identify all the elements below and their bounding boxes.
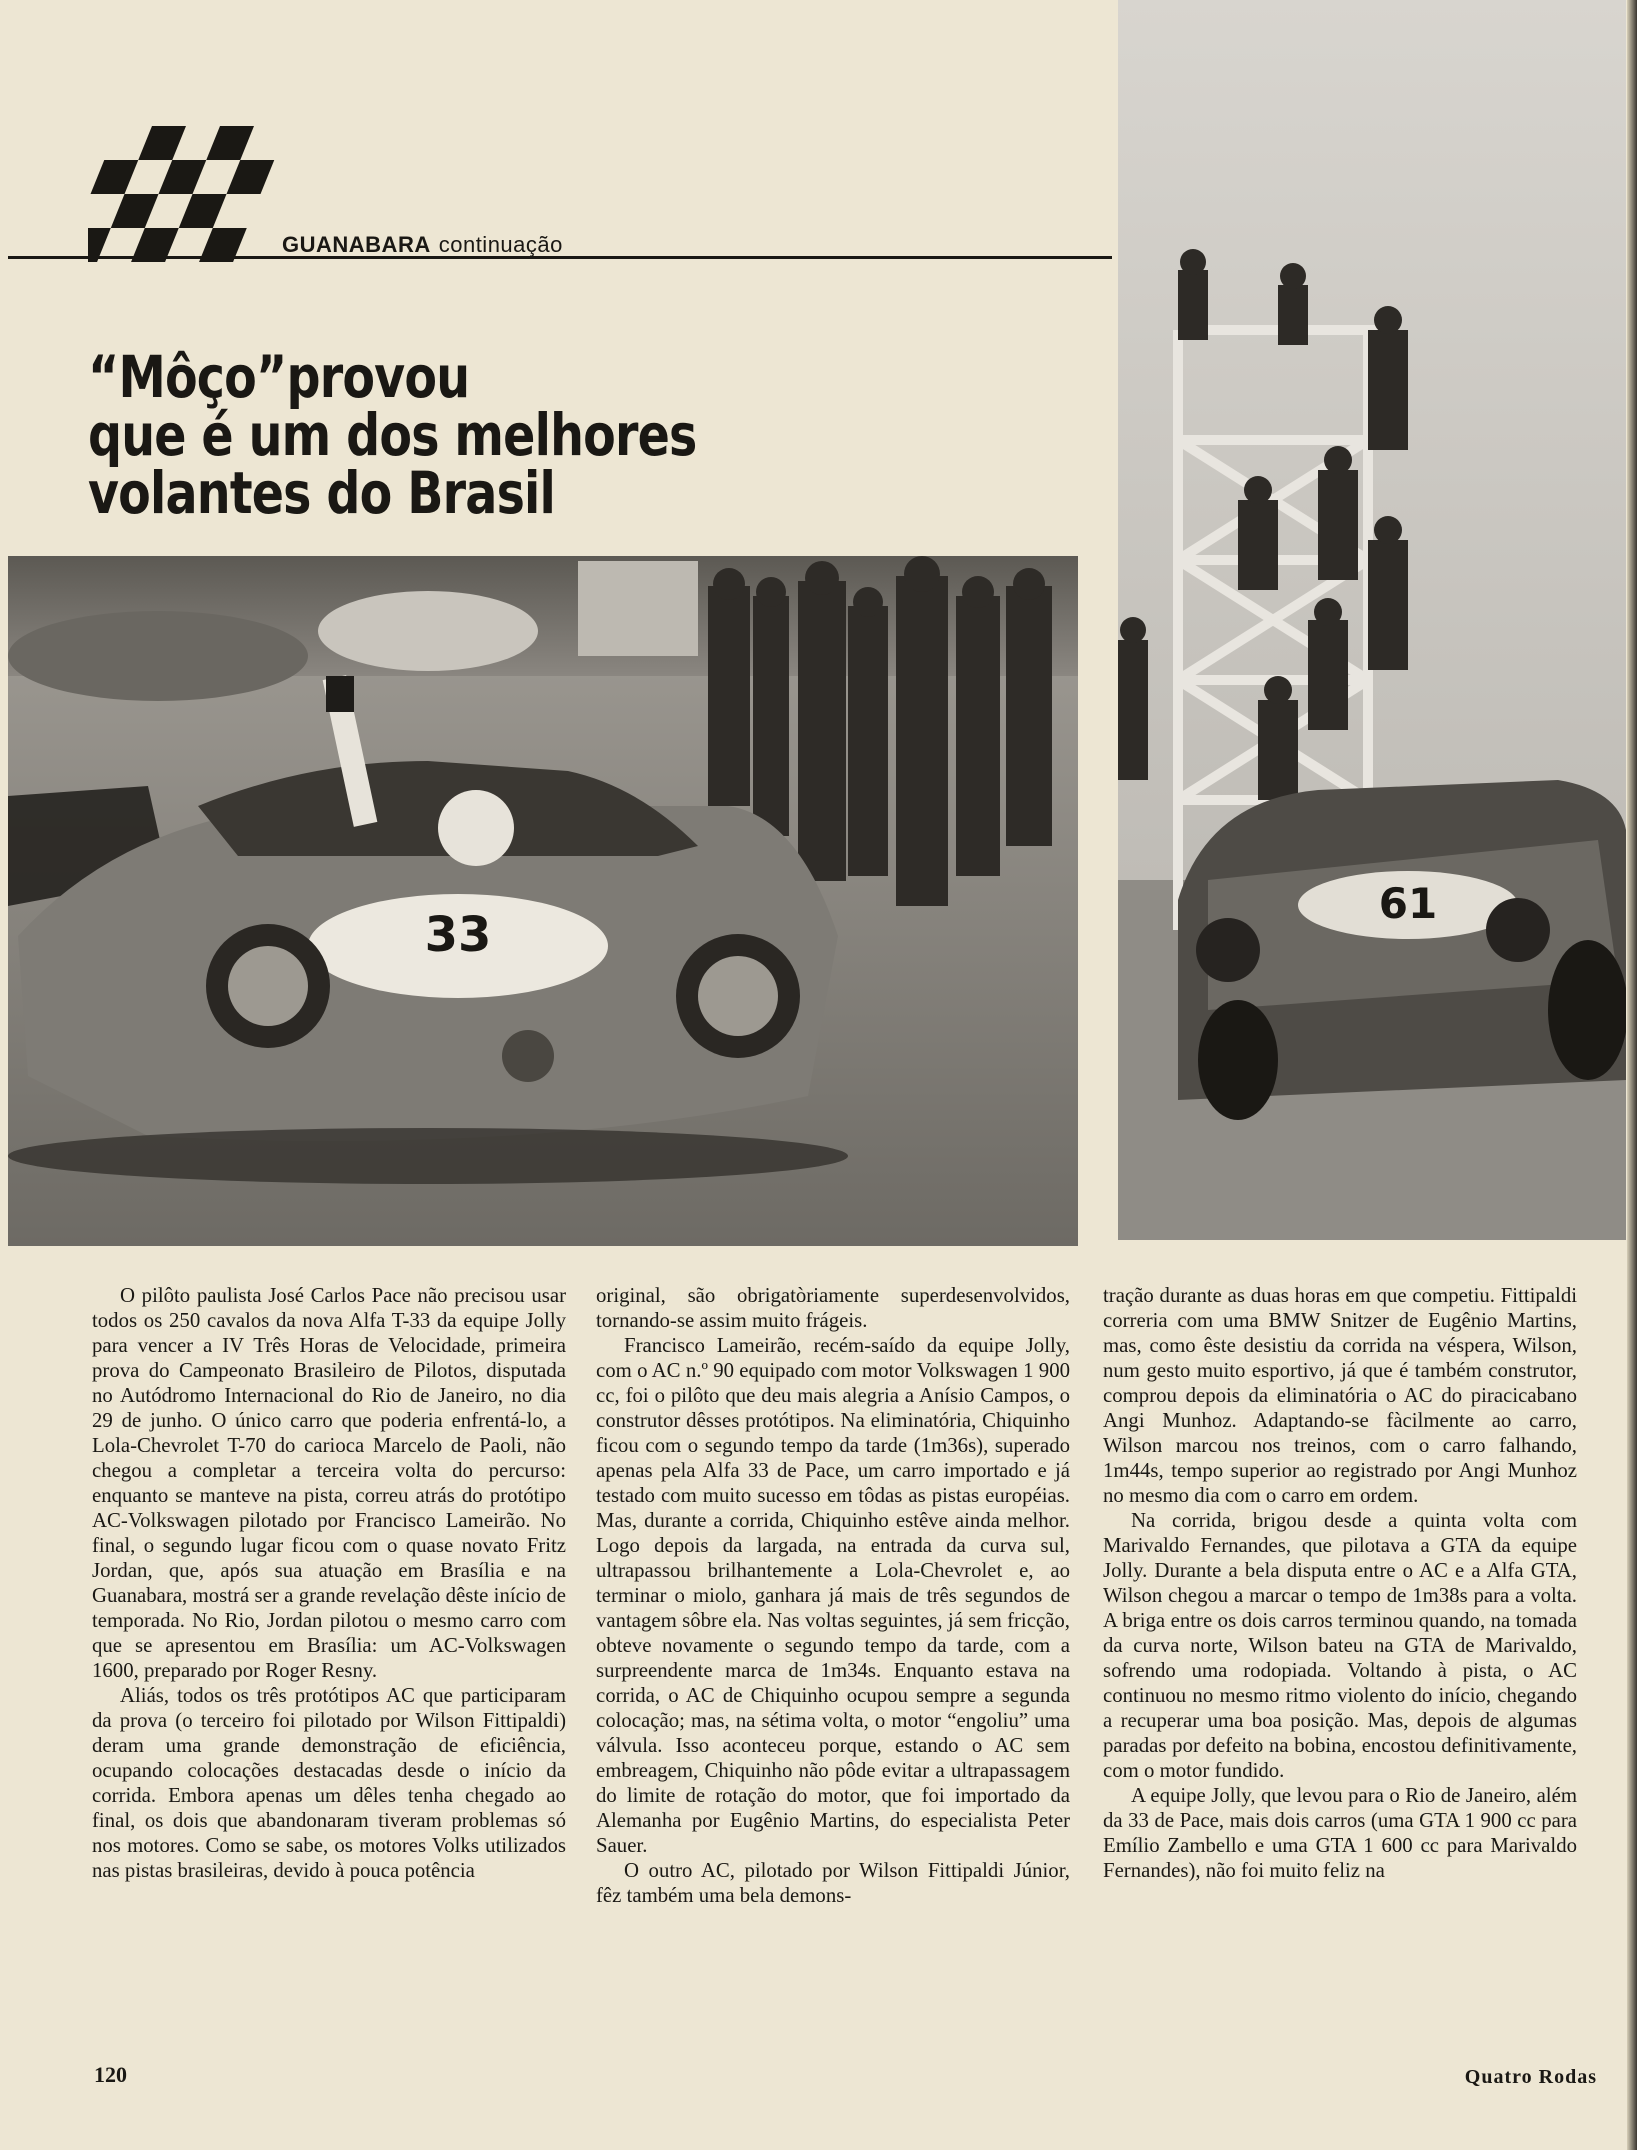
article-paragraph: A equipe Jolly, que levou para o Rio de Janeiro, além da 33 de Pace, mais dois carros (uma GTA 1 900 cc para Emílio Zambello e uma GTA 1 600 cc para Marivaldo Fernandes), não foi muito feliz na (1103, 1784, 1577, 1882)
headline-line-2: que é um dos melhores (88, 401, 697, 469)
article-paragraph: O outro AC, pilotado por Wilson Fittipaldi Júnior, fêz também uma bela demons- (596, 1859, 1070, 1907)
checkered-flag-icon (88, 126, 300, 262)
car-number-61: 61 (1378, 879, 1438, 928)
headline-line-3: volantes do Brasil (88, 459, 556, 527)
headline (88, 343, 697, 527)
article-paragraph: Na corrida, brigou desde a quinta volta com Marivaldo Fernandes, que pilotava a GTA da equipe Jolly. Durante a bela disputa entre o AC e a Alfa GTA, Wilson chegou a marcar o tempo de 1m38s para a volta. A briga entre os dois carros terminou quando, na tomada da curva norte, Wilson bateu na GTA de Marivaldo, sofrendo uma rodopiada. Voltando à pista, o AC continuou no mesmo ritmo violento do início, chegando a recuperar uma boa posição. Mas, depois de algumas paradas por defeito na bobina, encostou definitivamente, com o motor fundido. (1103, 1509, 1577, 1782)
article-paragraph: original, são obrigatòriamente superdesenvolvidos, tornando-se assim muito frágeis. (596, 1284, 1070, 1332)
article-column-3 (1103, 1283, 1577, 1883)
section-name: GUANABARA (282, 232, 431, 257)
page-number: 120 (94, 2062, 127, 2087)
race-photo-tower (1118, 0, 1626, 1240)
article-paragraph: O pilôto paulista José Carlos Pace não precisou usar todos os 250 cavalos da nova Alfa T-33 da equipe Jolly para vencer a IV Três Horas de Velocidade, primeira prova do Campeonato Brasileiro de Pilotos, disputada no Autódromo Internacional do Rio de Janeiro, no dia 29 de junho. O único carro que poderia enfrentá-lo, a Lola-Chevrolet T-70 do carioca Marcelo de Paoli, não chegou a completar a terceira volta do percurso: enquanto se manteve na pista, correu atrás do protótipo AC-Volkswagen pilotado por Francisco Lameirão. No final, o segundo lugar ficou com o quase novato Fritz Jordan, que, após sua atuação em Brasília e na Guanabara, mostrá ser a grande revelação dêste início de temporada. No Rio, Jordan pilotou o mesmo carro com que se apresentou em Brasília: um AC-Volkswagen 1600, preparado por Roger Resny. (92, 1284, 566, 1682)
section-label (282, 232, 563, 258)
article-paragraph: tração durante as duas horas em que competiu. Fittipaldi correria com uma BMW Snitzer de Eugênio Martins, mas, como êste desistiu da corrida na véspera, Wilson, num gesto muito esportivo, já que é também construtor, comprou depois da eliminatória o AC do piracicabano Angi Munhoz. Adaptando-se fàcilmente ao carro, Wilson marcou nos treinos, com o carro falhando, 1m44s, tempo superior ao registrado por Angi Munhoz no mesmo dia com o carro em ordem. (1103, 1284, 1577, 1507)
race-photo-winner (8, 556, 1078, 1246)
article-paragraph: Francisco Lameirão, recém-saído da equipe Jolly, com o AC n.º 90 equipado com motor Volkswagen 1 900 cc, foi o pilôto que deu mais alegria a Anísio Campos, o construtor dêsses protótipos. Na eliminatória, Chiquinho ficou com o segundo tempo da tarde (1m36s), superado apenas pela Alfa 33 de Pace, um carro importado e já testado com muito sucesso em tôdas as pistas européias. Mas, durante a corrida, Chiquinho estêve ainda melhor. Logo depois da largada, na entrada da curva sul, ultrapassou brilhantemente a Lola-Chevrolet e, ao terminar o miolo, ganhara já mais de três segundos de vantagem sôbre ela. Nas voltas seguintes, já sem fricção, obteve novamente o segundo tempo da tarde, com a surpreendente marca de 1m34s. Enquanto estava na corrida, o AC de Chiquinho ocupou sempre a segunda colocação; mas, na sétima volta, o motor “engoliu” uma válvula. Isso aconteceu porque, estando o AC sem embreagem, Chiquinho não pôde evitar a ultrapassagem do limite de rotação do motor, que foi importado da Alemanha por Eugênio Martins, do especialista Peter Sauer. (596, 1334, 1070, 1857)
article-column-2 (596, 1283, 1070, 1908)
headline-line-1: “Môço”provou (88, 343, 470, 411)
page-edge (1627, 0, 1637, 2150)
article-paragraph: Aliás, todos os três protótipos AC que participaram da prova (o terceiro foi pilotado por Wilson Fittipaldi) deram uma grande demonstração de eficiência, ocupando colocações destacadas desde o início da corrida. Embora apenas um dêles tenha chegado ao final, os dois que abandonaram tiveram problemas só nos motores. Como se sabe, os motores Volks utilizados nas pistas brasileiras, devido à pouca potência (92, 1684, 566, 1882)
article-column-1 (92, 1283, 566, 1883)
magazine-name: Quatro Rodas (1464, 2066, 1597, 2088)
car-number-33: 33 (424, 907, 492, 963)
section-continuation: continuação (438, 232, 563, 257)
